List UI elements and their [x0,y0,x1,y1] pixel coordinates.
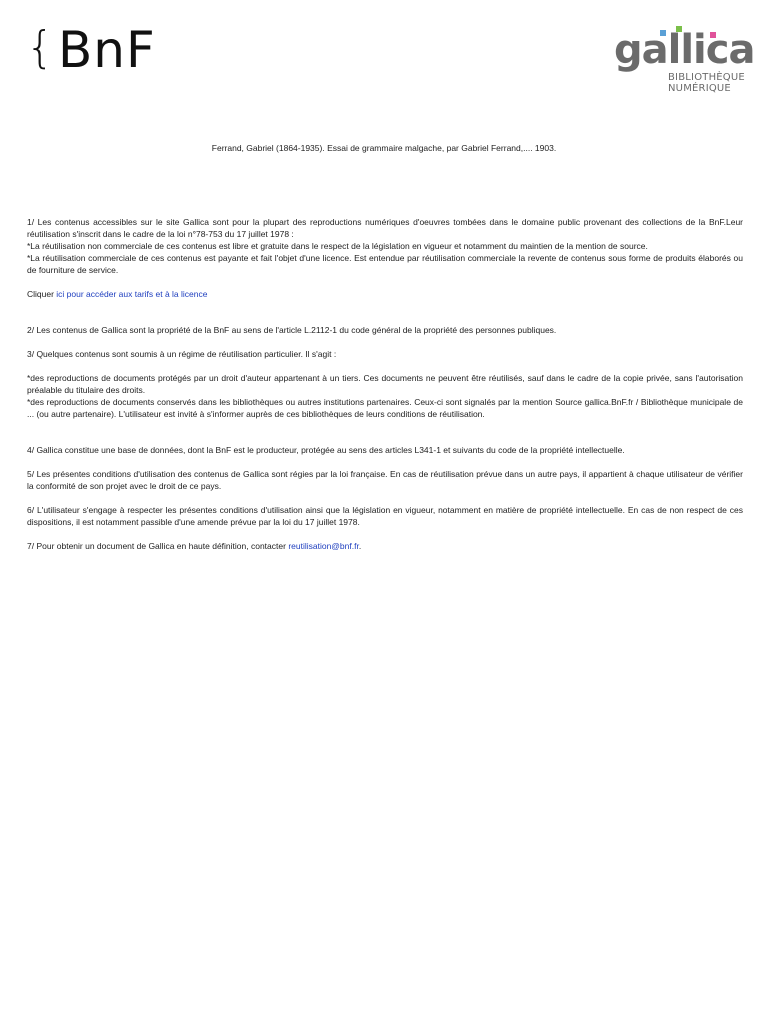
bnf-logo [26,22,156,78]
gallica-logo-subtitle [668,72,745,94]
terms-paragraph-3: 3/ Quelques contenus sont soumis à un régime de réutilisation particulier. Il s'agit : [27,349,337,359]
gallica-logo-word: gallica [614,27,755,73]
citation: Ferrand, Gabriel (1864-1935). Essai de grammaire malgache, par Gabriel Ferrand,.... 1903. [211,143,557,153]
bnf-logo-word: BnF [58,21,156,79]
contact-prefix: 7/ Pour obtenir un document de Gallica en haute définition, contacter [27,541,289,551]
terms-of-use [27,216,743,552]
terms-paragraph-1b: *La réutilisation commerciale de ces contenus est payante et fait l'objet d'une licence. Est entendue par réutilisation commerciale la revente de contenus sous forme de produits élaborés ou de fourniture de service. [27,253,743,275]
gallica-logo [612,22,755,102]
terms-paragraph-4: 4/ Gallica constitue une base de données, dont la BnF est le producteur, protégée au sens des articles L341-1 et suivants du code de la propriété intellectuelle. [27,445,625,455]
terms-paragraph-1: 1/ Les contenus accessibles sur le site Gallica sont pour la plupart des reproductions numériques d'oeuvres tombées dans le domaine public provenant des collections de la BnF.Leur réutilisation s'inscrit dans le cadre de la loi n°78-753 du 17 juillet 1978 : [27,217,743,239]
gallica-logo-line1: BIBLIOTHÈQUE [668,72,745,83]
terms-paragraph-6: 6/ L'utilisateur s'engage à respecter les présentes conditions d'utilisation ainsi que la législation en vigueur, notamment en matière de propriété intellectuelle. En cas de non respect de ces dispositions, il est notamment passible d'une amende prévue par la loi du 17 juillet 1978. [27,505,743,527]
terms-paragraph-2: 2/ Les contenus de Gallica sont la propriété de la BnF au sens de l'article L.2112-1 du code général de la propriété des personnes publiques. [27,325,557,335]
terms-paragraph-7 [27,540,743,552]
terms-paragraph-3b: *des reproductions de documents conservés dans les bibliothèques ou autres institutions partenaires. Ceux-ci sont signalés par la mention Source gallica.BnF.fr / Bibliothèque municipale de ... (ou autre partenaire). L'utilisateur est invité à s'informer auprès de ces bibliothèques de leurs conditions de réutilisation. [27,397,743,419]
contact-email-link[interactable]: reutilisation@bnf.fr [288,541,359,551]
licence-line [27,288,743,300]
contact-suffix: . [358,541,362,551]
terms-paragraph-1a: *La réutilisation non commerciale de ces contenus est libre et gratuite dans le respect de la législation en vigueur et notamment du maintien de la mention de source. [27,241,648,251]
licence-link[interactable]: ici pour accéder aux tarifs et à la licence [56,289,208,299]
terms-paragraph-3a: *des reproductions de documents protégés par un droit d'auteur appartenant à un tiers. Ces documents ne peuvent être réutilisés, sauf dans le cadre de la copie privée, sans l'autorisation préalable du titulaire des droits. [27,373,743,395]
bnf-logo-brace: { [26,22,54,73]
terms-paragraph-5: 5/ Les présentes conditions d'utilisation des contenus de Gallica sont régies par la loi française. En cas de réutilisation prévue dans un autre pays, il appartient à chaque utilisateur de vérifier la conformité de son projet avec le droit de ce pays. [27,469,743,491]
licence-prefix: Cliquer [27,289,57,299]
gallica-logo-line2: NUMÉRIQUE [668,83,731,94]
